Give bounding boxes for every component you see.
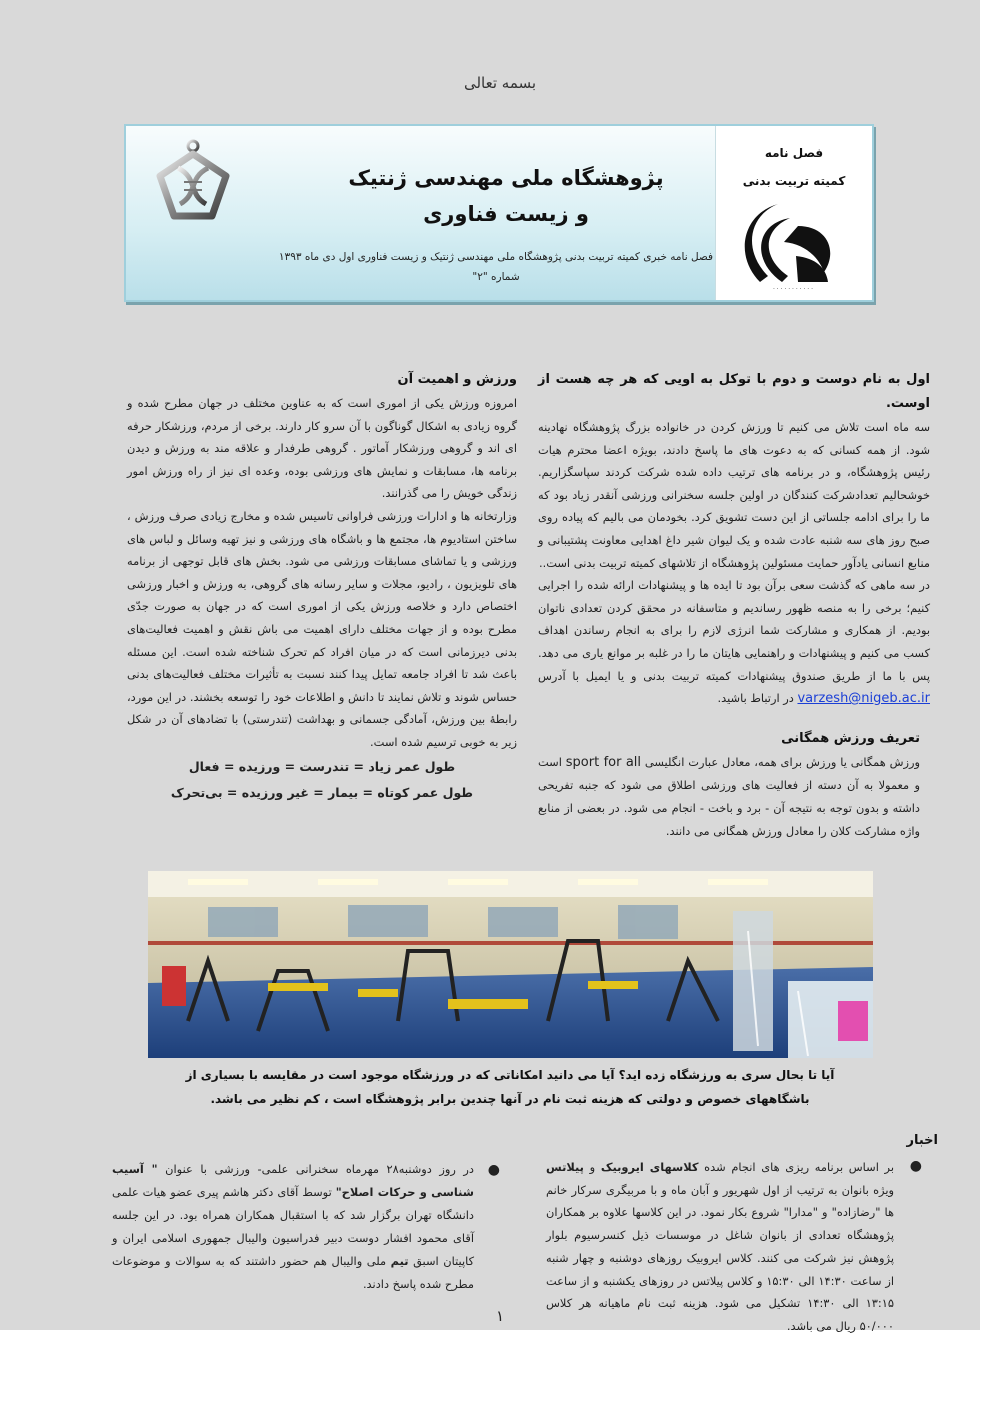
suggestions-paragraph [538,574,930,711]
definition-heading: تعریف ورزش همگانی [781,730,920,746]
formula-inactive: طول عمر کوتاه = بیمار = غیر ورزیده = بی‌تحرک [170,784,474,800]
lecture-text-pre: در روز دوشنبه۲۸ مهرماه سخنرانی علمی- ورزشی با عنوان [165,1162,475,1176]
right-column [538,368,930,842]
left-column [127,368,517,806]
committee-logo [715,126,872,300]
svg-text:· · · · · · · · · · ·: · · · · · · · · · · · [772,286,814,293]
bullet-icon: ● [487,1162,500,1178]
suggestions-end: در ارتباط باشید. [717,691,794,706]
lecture-text-mid: توسط آقای دکتر هاشم پیری عضو هیات علمی دانشگاه تهران برگزار شد که با استقبال همکاران همراه بود. در این جلسه آقای محمود افشار دوست دبیر فدراسیون والیبال جمهوری اسلامی ایران و کاپیتان اسبق [112,1185,475,1268]
committee-logo-line2: کمیته تربیت بدنی [742,174,846,188]
welcome-heading: اول به نام دوست و دوم با توکل به اویی که هر چه هست از اوست. [538,372,930,411]
formula-active: طول عمر زیاد = تندرست = ورزیده = فعال [188,758,456,774]
aerobics-class-label: کلاسهای ایروبیک [600,1160,699,1174]
bullet-icon: ● [909,1158,922,1174]
sport-importance-heading: ورزش و اهمیت آن [397,372,517,387]
lecture-text-post: ملی والیبال هم حضور داشتند که به سوالات و موضوعات مطرح شده پاسخ دادند. [112,1254,474,1291]
definition-paragraph [538,751,930,842]
institute-name-line2: و زیست فناوری [423,202,589,226]
definition-text-pre: ورزش همگانی یا ورزش برای همه، معادل عبارت انگلیسی [644,754,921,769]
bismillah: بسمه تعالی [463,74,537,92]
aerobics-text-pre: بر اساس برنامه ریزی های انجام شده [704,1160,894,1174]
header-banner [124,124,874,302]
photo-caption-line2: باشگاههای خصوص و دولتی که هزینه ثبت نام در آنها چندین برابر پژوهشگاه است ، کم نظیر می باشد. [210,1092,810,1106]
lecture-team-word: تیم [390,1254,409,1268]
sport-paragraph-1: امروزه ورزش یکی از اموری است که به عناوین مختلف در جهان مطرح شده و گروه زیادی به اشکال گوناگون با آن سرو کار دارند. برخی از مردم، ورزشکار حرفه ای اند و گروهی ورزشکار آماتور . گروهی طرفدار و علاقه مند به ورزش و دیدن برنامه ها، مسابقات و نمایش های ورزشی بوده، وعده ای نیز از راه ورزش امور زندگی خویش را می گذرانند. [127,396,517,501]
definition-english-term: sport for all [565,754,642,770]
committee-emblem-icon [738,196,848,294]
aerobics-text-post: ویژه بانوان به ترتیب از اول شهریور و آبان ماه و با مربیگری سرکار خانم ها "رضازاده" و "مدارا" شروع بکار نمود. در این کلاسها علاوه بر همکاران پژوهشگاه تعدادی از بانوان شاغل در موسسات ذیل کنسرسیوم بلوار پژوهش نیز شرکت می کنند. کلاس ایروبیک روزهای دوشنبه و چهار شنبه از ساعت ۱۴:۳۰ الی ۱۵:۳۰ و کلاس پیلاتس در روزهای یکشنبه و از ساعت ۱۳:۱۵ الی ۱۴:۳۰ تشکیل می شود. هزینه ثبت نام ماهیانه هر کلاس ۵۰/۰۰۰ ریال می باشد. [546,1182,894,1333]
photo-caption-line1: آیا تا بحال سری به ورزشگاه زده اید؟ آیا می دانید امکاناتی که در ورزشگاه موجود است در مقایسه با بسیاری از [185,1068,835,1082]
institute-logo-icon [150,138,236,226]
gym-photo [148,871,873,1058]
page-number: ۱ [495,1307,505,1325]
newsletter-subtitle: فصل نامه خبری کمیته تربیت بدنی پژوهشگاه ملی مهندسی ژنتیک و زیست فناوری اول دی ماه ۱۳۹۳ [278,251,714,263]
issue-number: شماره "۲" [472,271,520,283]
welcome-paragraph: سه ماه است تلاش می کنیم تا ورزش کردن در خانواده بزرگ پژوهشگاه نهادینه شود. از همه کسانی که به دعوت های ما پاسخ دادند، بویژه اعضا محترم هیات رئیس پژوهشگاه، و در برنامه های ترتیب داده شده شرکت کردند سپاسگزاریم. خوشحالیم تعدادشرکت کنندگان در اولین جلسه سخنرانی ورزشی آنقدر زیاد بود که ما را برای ادامه جلساتی از این دست تشویق کرد. بخودمان می بالیم که پیاده روی صبح روز های سه شنبه عادت شده و یک لیوان شیر داغ اهدایی معاونت پشتیبانی و منابع انسانی یادآور حمایت مسئولین پژوهشگاه از تلاشهای کمیته تربیت بدنی است.. [538,420,930,570]
sport-paragraph-2: وزارتخانه ها و ادارات ورزشی فراوانی تاسیس شده و مخارج زیادی صرف ورزش ، ساختن استادیوم ها، مجتمع ها و باشگاه های ورزشی و نیز تهیه وسائل و لباس های ورزشی و یا تماشای مسابقات ورزشی می شود. بخش های قابل توجهی از برنامه های تلویزیون ، رادیو، مجلات و سایر رسانه های گروهی، به ورزش و اخبار ورزشی اختصاص دارد و خلاصه ورزش یکی از اموری است که در جهان به صورت جدّی مطرح بوده و از جهات مختلف دارای اهمیت می باش نقش و اهمیت فعالیت‌های بدنی دیرزمانی است که در میان افراد کم تحرک شناخته شده است. این مسئله باعث شد تا افراد جامعه تمایل پیدا کنند نسبت به تأثیرات مختلف فعالیت‌های بدنی حساس شوند و تلاش نمایند تا دانش و اطلاعات خود را توسعه بخشند. در این مورد، رابطهٔ بین ورزش، آمادگی جسمانی و بهداشت (تندرستی) با تضادهای آن در شکل زیر به خوبی ترسیم شده است. [127,508,517,749]
suggestions-text: در سه ماهی که گذشت سعی برآن بود تا ایده ها و پیشنهادات ارائه شده را اجرایی کنیم؛ برخی را به منصه ظهور رساندیم و متاسفانه در محقق کردن تعدادی ناتوان بودیم. از همکاری و مشارکت شما انرژی لازم را برای به انجام رساندن اهداف کسب می کنیم و پیشنهادات و راهنمایی هایتان ما را در غلبه بر موانع یاری می دهد. پس با ما از طریق صندوق پیشنهادات کمیته تربیت بدنی و یا ایمیل با آدرس [538,578,930,683]
news-item-lecture-text [112,1158,474,1296]
news-item-lecture [112,1158,474,1296]
aerobics-and: و [589,1160,596,1174]
committee-logo-line1: فصل نامه [764,146,824,160]
email-link[interactable]: varzesh@nigeb.ac.ir [797,691,930,707]
pilates-class-label: پیلاتس [546,1160,584,1174]
gym-photo-illustration [148,871,873,1058]
definition-text-post: است و معمولا به آن دسته از فعالیت های ورزشی اطلاق می شود که جنبه تفریحی داشته و بدون توجه به نتیجه آن - برد و باخت - انجام می شود. در بعضی از منابع واژه مشارکت کلان را معادل ورزش همگانی می دانند. [538,754,920,838]
lecture-title: " آسیب شناسی و حرکات اصلاح" [112,1162,474,1199]
news-heading: اخبار [906,1133,938,1148]
institute-name-line1: پژوهشگاه ملی مهندسی ژنتیک [348,166,664,190]
